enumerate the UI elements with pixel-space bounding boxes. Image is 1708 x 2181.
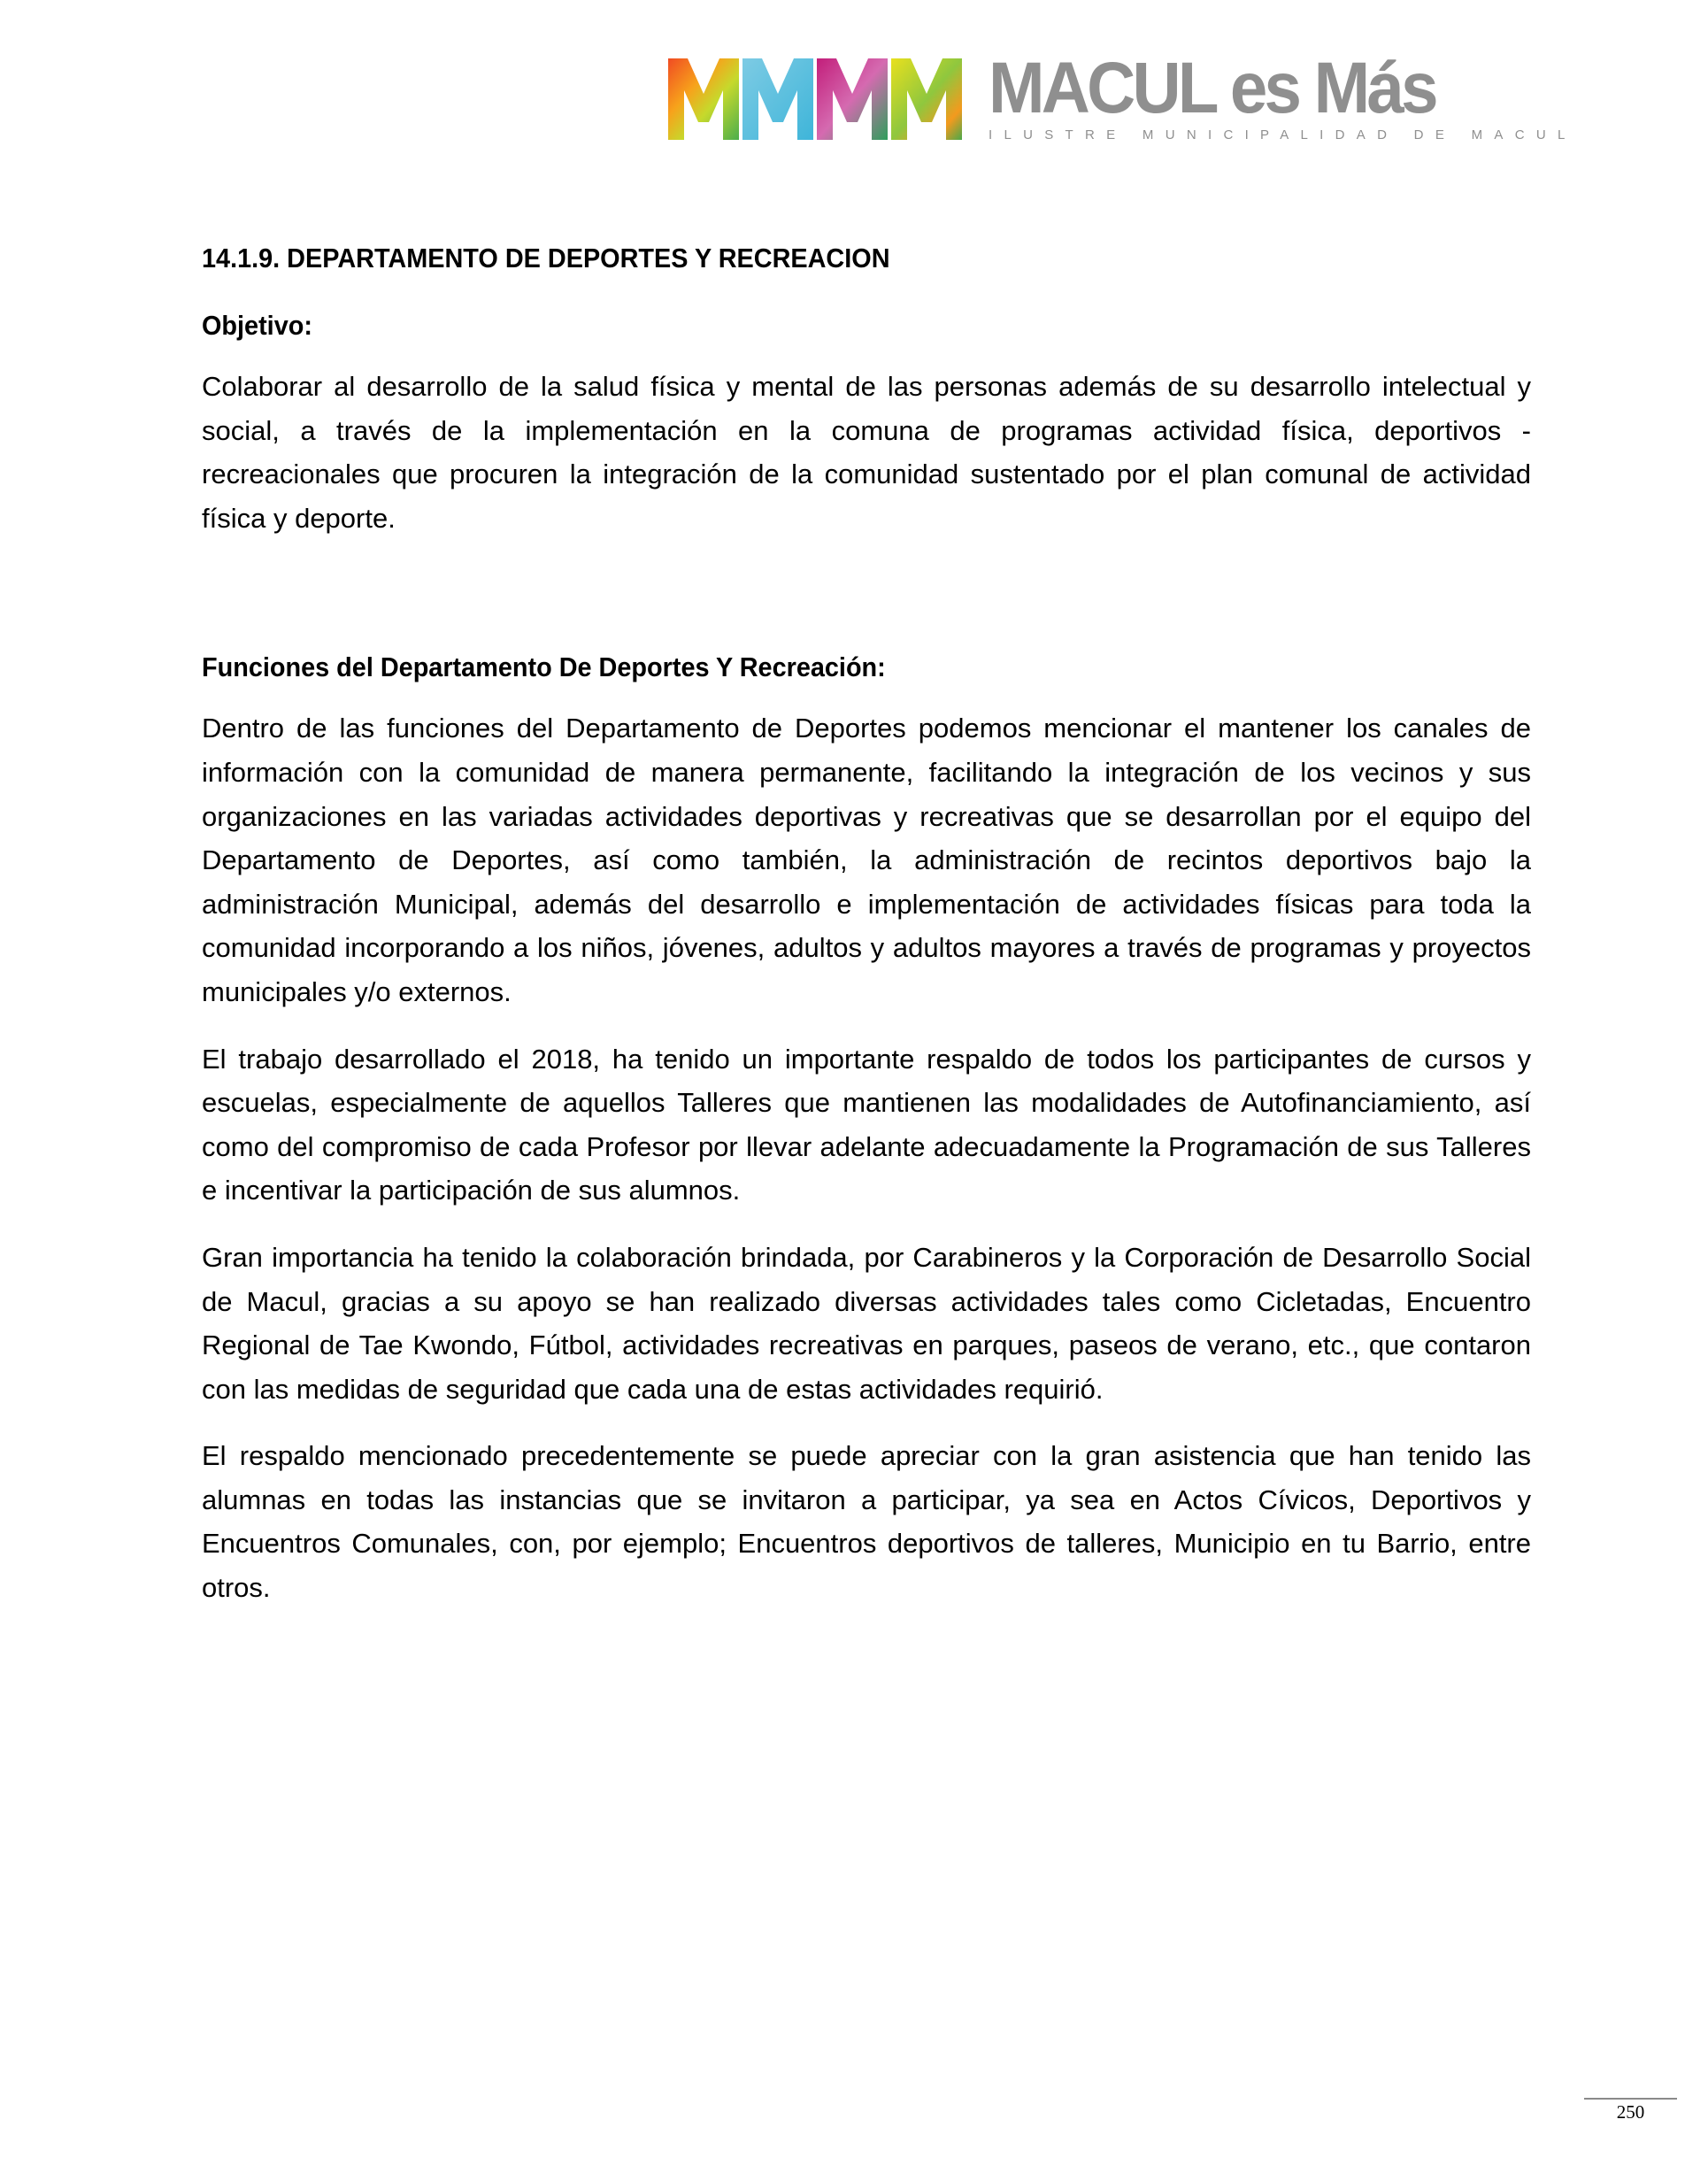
functions-paragraph-1: Dentro de las funciones del Departamento de Deportes podemos mencionar el mantener los canales de información con la comunidad de manera permanente, facilitando la integración de los vecinos y sus organizaciones en las variadas actividades deportivas y recreativas que se desarrollan por el equipo del Departamento de Deportes, así como también, la administración de recintos deportivos bajo la administración Municipal, además del desarrollo e implementación de actividades físicas para toda la comunidad incorporando a los niños, jóvenes, adultos y adultos mayores a través de programas y proyectos municipales y/o externos. — [202, 713, 1531, 1007]
brand-block — [989, 48, 1577, 143]
logo-letter-m-3 — [817, 58, 888, 140]
mmmm-logo-mark — [668, 58, 962, 140]
document-body — [202, 239, 1531, 1610]
functions-heading: Funciones del Departamento De Deportes Y Recreación: — [202, 651, 886, 683]
brand-subtitle: ILUSTRE MUNICIPALIDAD DE MACUL — [989, 127, 1577, 143]
objective-heading: Objetivo: — [202, 310, 312, 341]
logo-letter-m-2 — [742, 58, 813, 140]
municipality-logo — [668, 48, 1577, 143]
page-number: 250 — [1616, 2101, 1645, 2123]
logo-letter-m-1 — [668, 58, 739, 140]
functions-paragraph-4: El respaldo mencionado precedentemente se puede apreciar con la gran asistencia que han tenido las alumnas en todas las instancias que se invitaron a participar, ya sea en Actos Cívicos, Deportivos y Encuentros Comunales, con, por ejemplo; Encuentros deportivos de talleres, Municipio en tu Barrio, entre otros. — [202, 1440, 1531, 1604]
section-title: 14.1.9. DEPARTAMENTO DE DEPORTES Y RECREACION — [202, 243, 890, 274]
functions-paragraph-3: Gran importancia ha tenido la colaboración brindada, por Carabineros y la Corporación de Desarrollo Social de Macul, gracias a su apoyo se han realizado diversas actividades tales como Cicletadas, Encuentro Regional de Tae Kwondo, Fútbol, actividades recreativas en parques, paseos de verano, etc., que contaron con las medidas de seguridad que cada una de estas actividades requirió. — [202, 1241, 1531, 1405]
functions-paragraph-2: El trabajo desarrollado el 2018, ha tenido un importante respaldo de todos los participantes de cursos y escuelas, especialmente de aquellos Talleres que mantienen las modalidades de Autofinanciamiento, así como del compromiso de cada Profesor por llevar adelante adecuadamente la Programación de sus Talleres e incentivar la participación de sus alumnos. — [202, 1043, 1531, 1206]
footer-divider — [1584, 2098, 1677, 2100]
objective-paragraph: Colaborar al desarrollo de la salud física y mental de las personas además de su desarrollo intelectual y social, a través de la implementación en la comuna de programas actividad física, deportivos - recreacionales que procuren la integración de la comunidad sustentado por el plan comunal de actividad física y deporte. — [202, 371, 1531, 534]
brand-name: MACUL es Más — [989, 48, 1435, 128]
logo-letter-m-4 — [891, 58, 962, 140]
